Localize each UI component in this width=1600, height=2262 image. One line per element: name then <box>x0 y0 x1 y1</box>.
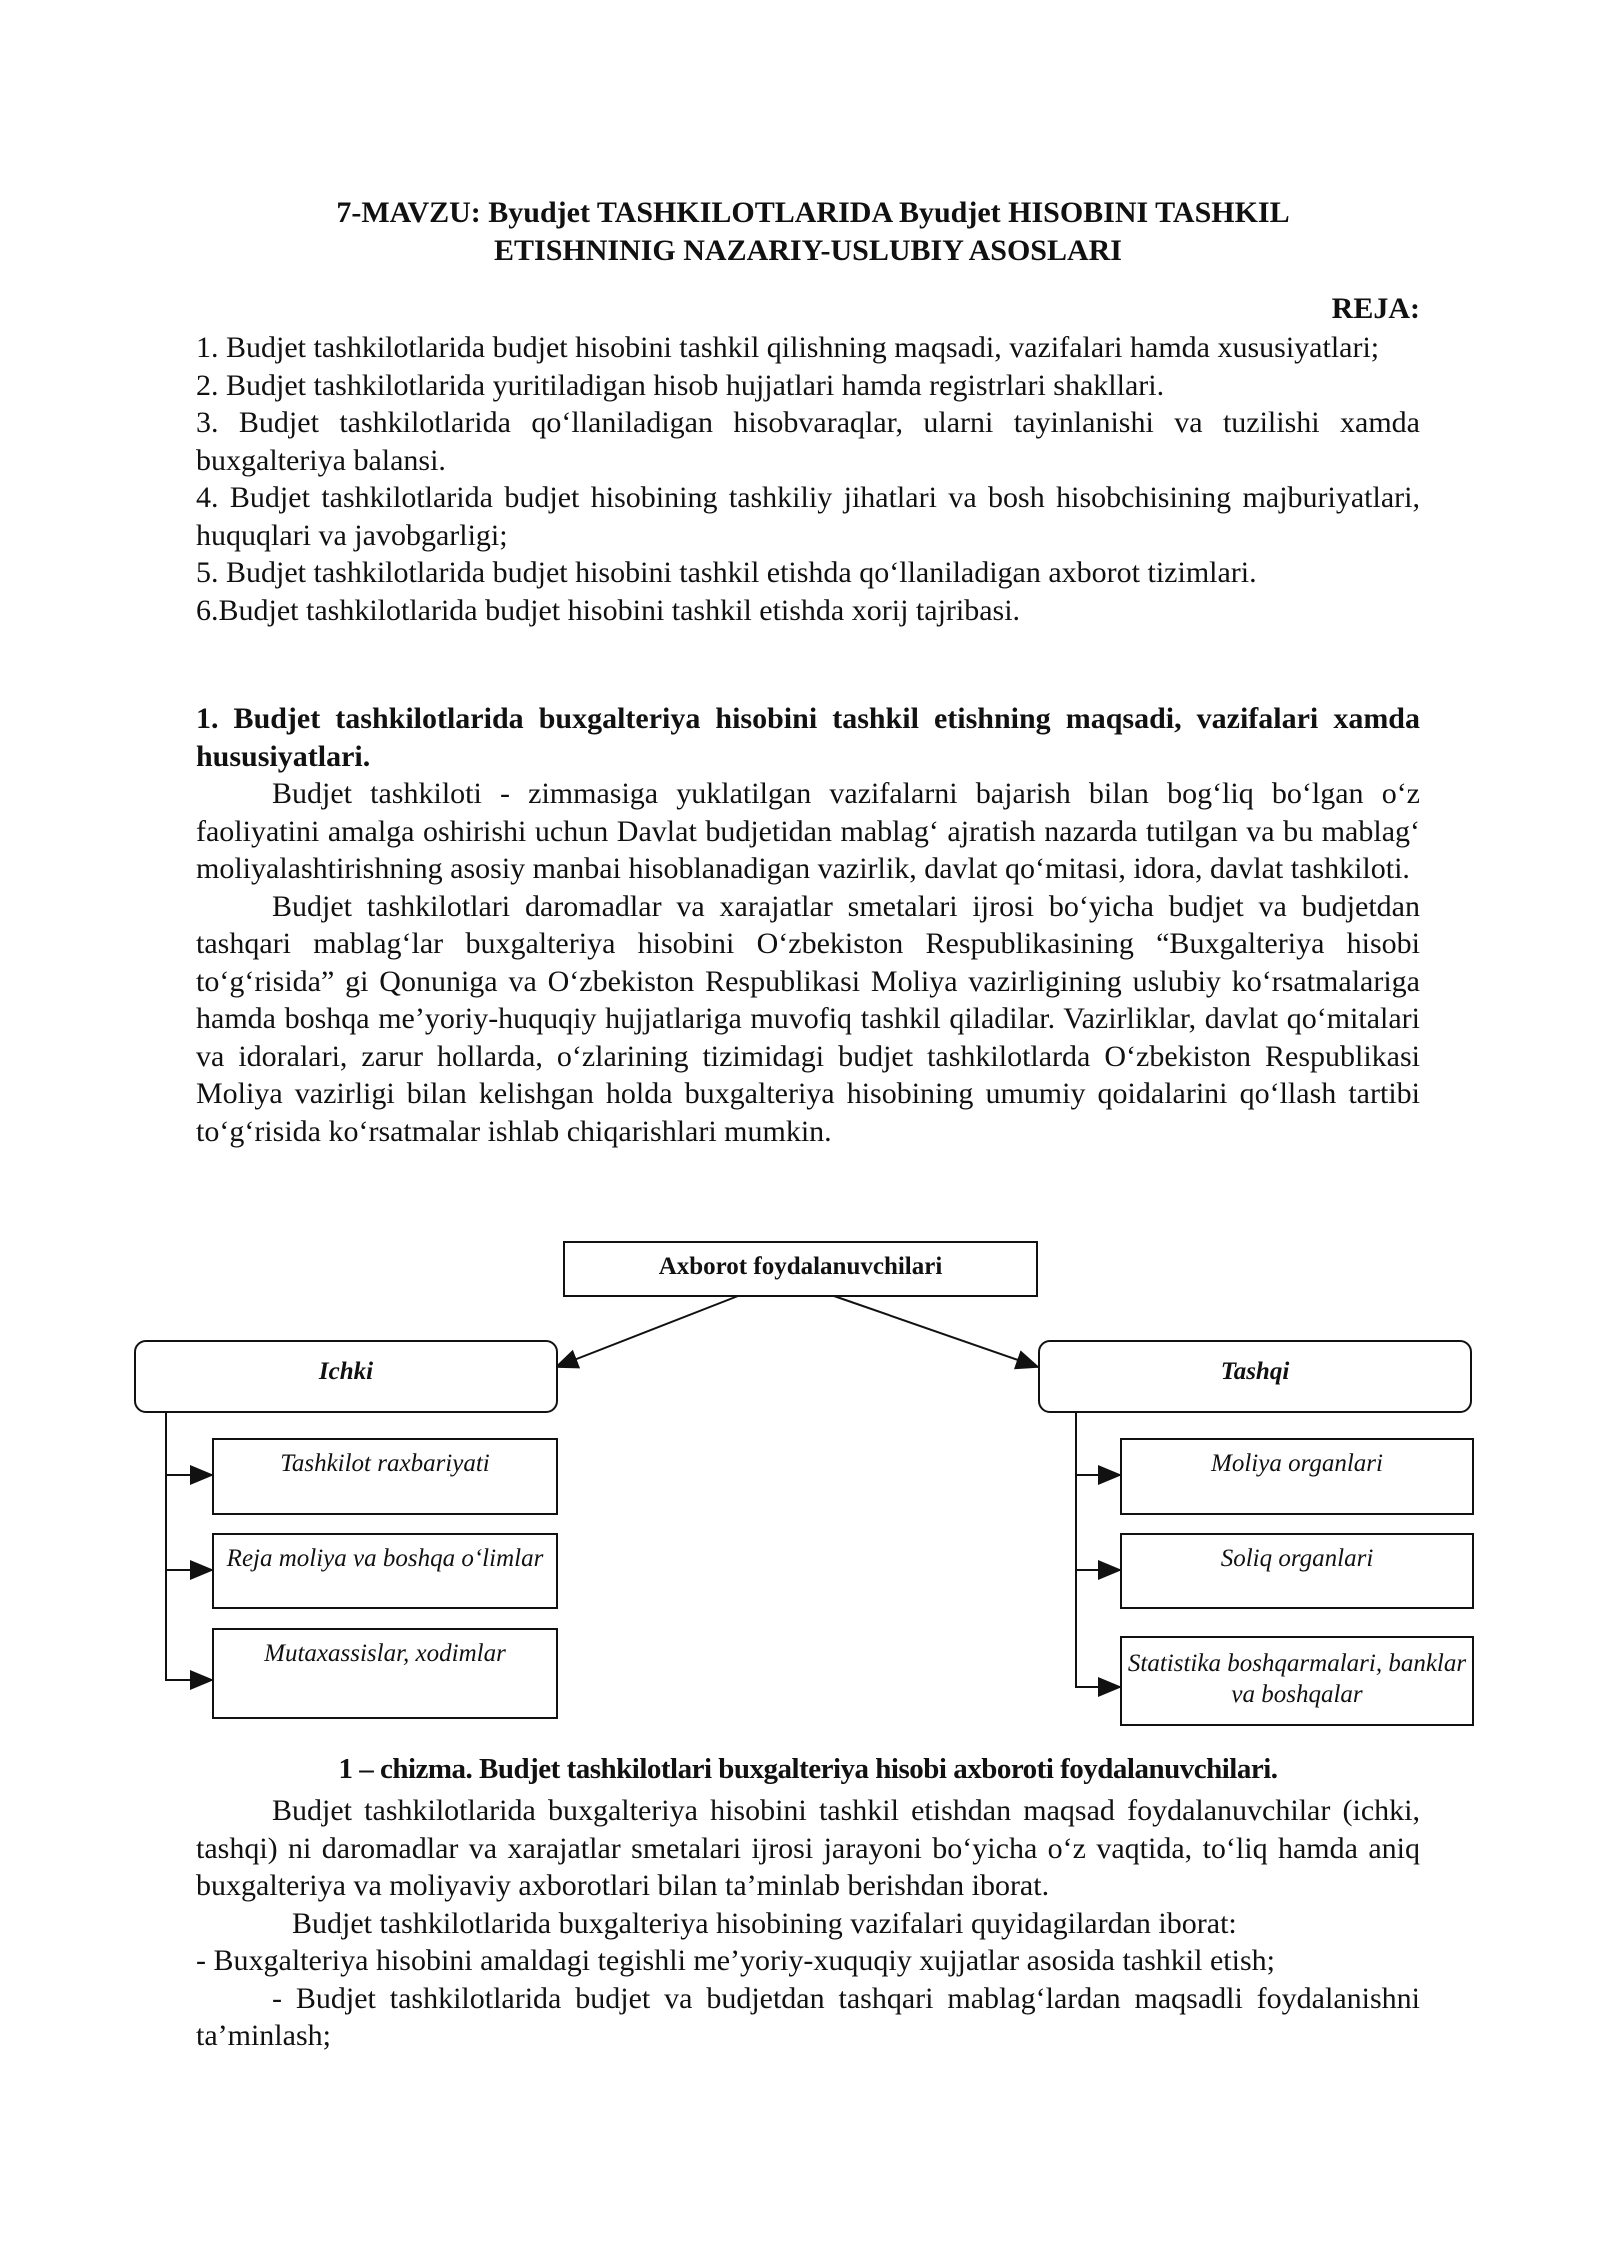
internal-item: Tashkilot raxbariyati <box>212 1438 558 1515</box>
paragraph: Budjet tashkilotlarida buxgalteriya hisobini tashkil etishdan maqsad foydalanuvchilar (ichki, tashqi) ni daromadlar va xarajatlar smetalari ijrosi jarayoni bo‘yicha o‘z vaqtida, to‘liq hamda aniq buxgalteriya va moliyaviy axborotlari bilan ta’minlab berishdan iborat. <box>196 1794 1420 1902</box>
internal-box: Ichki <box>134 1340 558 1413</box>
section-continuation <box>196 1792 1420 2055</box>
plan-item: 3. Budjet tashkilotlarida qo‘llaniladigan hisobvaraqlar, ularni tayinlanishi va tuzilishi xamda buxgalteriya balansi. <box>196 406 1420 477</box>
plan-item: 2. Budjet tashkilotlarida yuritiladigan hisob hujjatlari hamda registrlari shakllari. <box>196 368 1165 402</box>
title-line-2: ETISHNINIG NAZARIY-USLUBIY ASOSLARI <box>494 234 1122 267</box>
external-item: Soliq organlari <box>1120 1533 1474 1609</box>
external-item: Moliya organlari <box>1120 1438 1474 1515</box>
plan-item: 1. Budjet tashkilotlarida budjet hisobini tashkil qilishning maqsadi, vazifalari hamda xususiyatlari; <box>196 331 1380 364</box>
plan-item: 4. Budjet tashkilotlarida budjet hisobining tashkiliy jihatlari va bosh hisobchisining majburiyatlari, huquqlari va javobgarligi; <box>196 481 1420 552</box>
internal-item: Mutaxassislar, xodimlar <box>212 1628 558 1719</box>
external-item: Statistika boshqarmalari, banklar va boshqalar <box>1120 1636 1474 1726</box>
task-item: - Buxgalteriya hisobini amaldagi tegishli me’yoriy-xuquqiy xujjatlar asosida tashkil etish; <box>196 1944 1275 1977</box>
plan-label: REJA: <box>1331 292 1420 325</box>
users-box: Axborot foydalanuvchilari <box>563 1241 1038 1297</box>
paragraph: Budjet tashkilotlarida buxgalteriya hisobining vazifalari quyidagilardan iborat: <box>292 1906 1237 1940</box>
section-heading: 1. Budjet tashkilotlarida buxgalteriya hisobini tashkil etishning maqsadi, vazifalari xamda hususiyatlari. <box>196 702 1420 773</box>
paragraph: Budjet tashkilotlari daromadlar va xarajatlar smetalari ijrosi bo‘yicha budjet va budjetdan tashqari mablag‘lar buxgalteriya hisobini O‘zbekiston Respublikasining “Buxgalteriya hisobi to‘g‘risida” gi Qonuniga va O‘zbekiston Respublikasi Moliya vazirligining uslubiy ko‘rsatmalariga hamda boshqa me’yoriy-huquqiy hujjatlariga muvofiq tashkil qiladilar. Vazirliklar, davlat qo‘mitalari va idoralari, zarur hollarda, o‘zlarining tizimidagi budjet tashkilotlarda O‘zbekiston Respublikasi Moliya vazirligi bilan kelishgan holda buxgalteriya hisobining umumiy qoidalarini qo‘llash tartibi to‘g‘risida ko‘rsatmalar ishlab chiqarishlari mumkin. <box>196 889 1420 1148</box>
task-item: - Budjet tashkilotlarida budjet va budjetdan tashqari mablag‘lardan maqsadli foydalanishni ta’minlash; <box>196 1981 1420 2052</box>
paragraph: Budjet tashkiloti - zimmasiga yuklatilgan vazifalarni bajarish bilan bog‘liq bo‘lgan o‘z faoliyatini amalga oshirishi uchun Davlat budjetidan mablag‘ ajratish nazarda tutilgan va bu mablag‘ moliyalashtirishning asosiy manbai hisoblanadigan vazirlik, davlat qo‘mitasi, idora, davlat tashkiloti. <box>196 777 1420 885</box>
title-line-1: 7-MAVZU: Byudjet TASHKILOTLARIDA Byudjet HISOBINI TASHKIL <box>336 196 1290 229</box>
figure-caption: 1 – chizma. Budjet tashkilotlari buxgalteriya hisobi axboroti foydalanuvchilari. <box>338 1753 1278 1785</box>
plan-item: 5. Budjet tashkilotlarida budjet hisobini tashkil etishda qo‘llaniladigan axborot tizimlari. <box>196 556 1257 589</box>
external-box: Tashqi <box>1038 1340 1472 1413</box>
internal-item: Reja moliya va boshqa o‘limlar <box>212 1533 558 1609</box>
plan-item: 6.Budjet tashkilotlarida budjet hisobini tashkil etishda xorij tajribasi. <box>196 593 1021 627</box>
